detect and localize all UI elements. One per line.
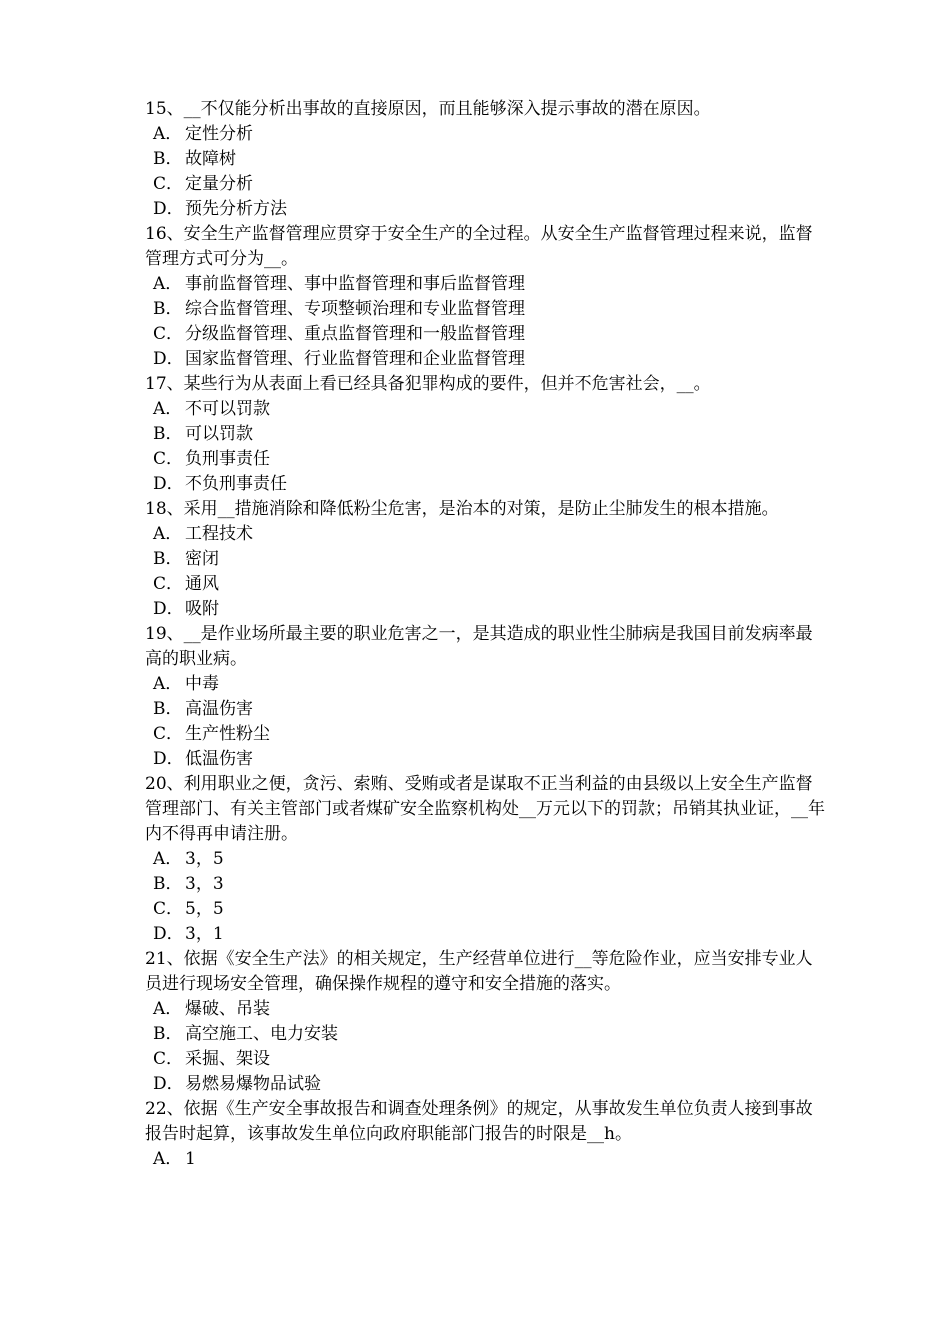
option-letter: B． xyxy=(153,424,183,444)
answer-option xyxy=(145,1072,825,1097)
answer-option xyxy=(145,522,825,547)
option-letter: B． xyxy=(153,699,183,719)
option-text: 故障树 xyxy=(185,149,236,169)
option-letter: C． xyxy=(153,324,184,344)
option-text: 3，5 xyxy=(185,849,224,869)
option-letter: B． xyxy=(153,1024,183,1044)
answer-option xyxy=(145,1022,825,1047)
answer-option xyxy=(145,272,825,297)
option-text: 3，1 xyxy=(185,924,224,944)
answer-option xyxy=(145,297,825,322)
question-block xyxy=(145,497,825,622)
question-text: 19、__是作业场所最主要的职业危害之一，是其造成的职业性尘肺病是我国目前发病率最高的职业病。 xyxy=(145,624,813,669)
option-letter: D． xyxy=(153,924,184,944)
question-text: 20、利用职业之便，贪污、索贿、受贿或者是谋取不正当利益的由县级以上安全生产监督管理部门、有关主管部门或者煤矿安全监察机构处__万元以下的罚款；吊销其执业证，__年内不得再申请注册。 xyxy=(145,774,825,844)
option-letter: A． xyxy=(153,999,183,1019)
option-letter: C． xyxy=(153,1049,184,1069)
option-text: 高温伤害 xyxy=(185,699,253,719)
option-text: 不负刑事责任 xyxy=(185,474,287,494)
answer-option xyxy=(145,922,825,947)
answer-option xyxy=(145,997,825,1022)
option-text: 事前监督管理、事中监督管理和事后监督管理 xyxy=(185,274,525,294)
option-letter: D． xyxy=(153,599,184,619)
question-text: 21、依据《安全生产法》的相关规定，生产经营单位进行__等危险作业，应当安排专业人员进行现场安全管理，确保操作规程的遵守和安全措施的落实。 xyxy=(145,949,813,994)
question-block xyxy=(145,1097,825,1172)
option-text: 1 xyxy=(185,1149,196,1169)
option-letter: A． xyxy=(153,674,183,694)
question-block xyxy=(145,947,825,1097)
option-letter: A． xyxy=(153,399,183,419)
option-letter: D． xyxy=(153,749,184,769)
answer-option xyxy=(145,597,825,622)
question-text: 22、依据《生产安全事故报告和调查处理条例》的规定，从事故发生单位负责人接到事故报告时起算，该事故发生单位向政府职能部门报告的时限是__h。 xyxy=(145,1099,813,1144)
option-letter: D． xyxy=(153,349,184,369)
option-text: 定量分析 xyxy=(185,174,253,194)
answer-option xyxy=(145,847,825,872)
answer-option xyxy=(145,722,825,747)
option-text: 工程技术 xyxy=(185,524,253,544)
option-letter: D． xyxy=(153,199,184,219)
answer-option xyxy=(145,697,825,722)
document-page xyxy=(145,97,825,1172)
option-letter: A． xyxy=(153,524,183,544)
option-letter: C． xyxy=(153,574,184,594)
question-block xyxy=(145,97,825,222)
option-text: 5，5 xyxy=(185,899,224,919)
option-text: 3，3 xyxy=(185,874,224,894)
question-block xyxy=(145,772,825,947)
option-letter: C． xyxy=(153,899,184,919)
question-block xyxy=(145,622,825,772)
answer-option xyxy=(145,1147,825,1172)
answer-option xyxy=(145,147,825,172)
option-text: 负刑事责任 xyxy=(185,449,270,469)
option-text: 易燃易爆物品试验 xyxy=(185,1074,321,1094)
option-text: 综合监督管理、专项整顿治理和专业监督管理 xyxy=(185,299,525,319)
option-letter: D． xyxy=(153,474,184,494)
answer-option xyxy=(145,872,825,897)
answer-option xyxy=(145,447,825,472)
option-text: 中毒 xyxy=(185,674,219,694)
option-letter: D． xyxy=(153,1074,184,1094)
option-text: 采掘、架设 xyxy=(185,1049,270,1069)
option-text: 分级监督管理、重点监督管理和一般监督管理 xyxy=(185,324,525,344)
option-letter: A． xyxy=(153,1149,183,1169)
answer-option xyxy=(145,347,825,372)
answer-option xyxy=(145,122,825,147)
option-letter: A． xyxy=(153,124,183,144)
option-letter: B． xyxy=(153,874,183,894)
question-block xyxy=(145,372,825,497)
question-text: 18、采用__措施消除和降低粉尘危害，是治本的对策，是防止尘肺发生的根本措施。 xyxy=(145,499,779,519)
option-letter: B． xyxy=(153,149,183,169)
answer-option xyxy=(145,322,825,347)
option-text: 国家监督管理、行业监督管理和企业监督管理 xyxy=(185,349,525,369)
option-text: 密闭 xyxy=(185,549,219,569)
option-text: 低温伤害 xyxy=(185,749,253,769)
answer-option xyxy=(145,672,825,697)
answer-option xyxy=(145,397,825,422)
option-text: 可以罚款 xyxy=(185,424,253,444)
option-text: 不可以罚款 xyxy=(185,399,270,419)
option-letter: A． xyxy=(153,274,183,294)
question-text: 16、安全生产监督管理应贯穿于安全生产的全过程。从安全生产监督管理过程来说，监督管理方式可分为__。 xyxy=(145,224,813,269)
answer-option xyxy=(145,572,825,597)
answer-option xyxy=(145,197,825,222)
answer-option xyxy=(145,747,825,772)
option-letter: C． xyxy=(153,174,184,194)
answer-option xyxy=(145,897,825,922)
option-text: 生产性粉尘 xyxy=(185,724,270,744)
option-text: 通风 xyxy=(185,574,219,594)
option-letter: C． xyxy=(153,724,184,744)
option-text: 爆破、吊装 xyxy=(185,999,270,1019)
answer-option xyxy=(145,1047,825,1072)
option-text: 高空施工、电力安装 xyxy=(185,1024,338,1044)
question-text: 15、__不仅能分析出事故的直接原因，而且能够深入提示事故的潜在原因。 xyxy=(145,99,711,119)
option-letter: B． xyxy=(153,549,183,569)
answer-option xyxy=(145,172,825,197)
answer-option xyxy=(145,547,825,572)
option-text: 吸附 xyxy=(185,599,219,619)
option-letter: A． xyxy=(153,849,183,869)
option-letter: C． xyxy=(153,449,184,469)
question-block xyxy=(145,222,825,372)
option-text: 预先分析方法 xyxy=(185,199,287,219)
answer-option xyxy=(145,472,825,497)
question-text: 17、某些行为从表面上看已经具备犯罪构成的要件，但并不危害社会，__。 xyxy=(145,374,711,394)
option-letter: B． xyxy=(153,299,183,319)
option-text: 定性分析 xyxy=(185,124,253,144)
answer-option xyxy=(145,422,825,447)
